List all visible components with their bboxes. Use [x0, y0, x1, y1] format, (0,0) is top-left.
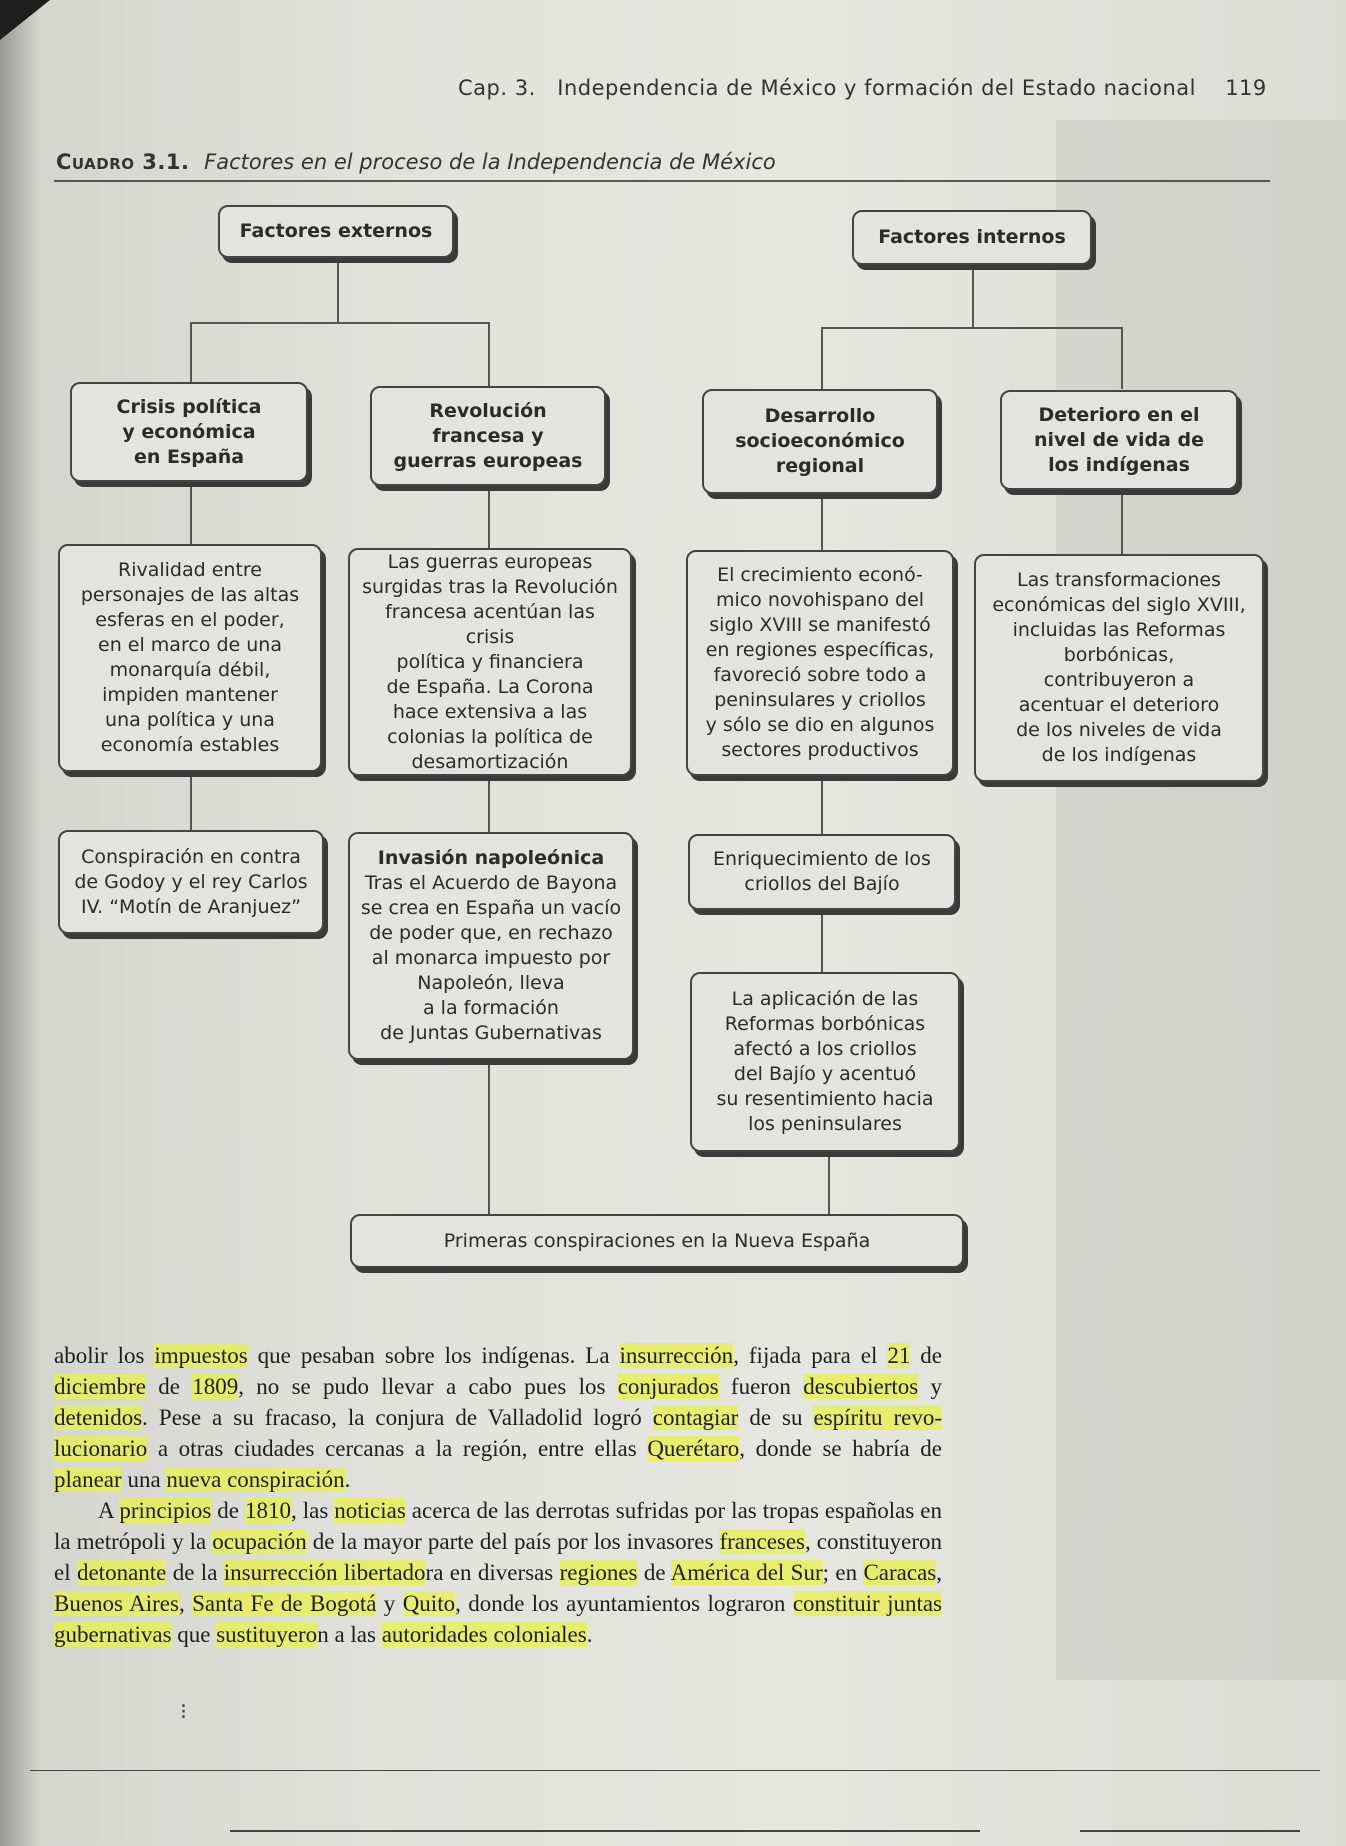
deterioro-label: Deterioro en el nivel de vida de los indígenas: [1034, 403, 1204, 476]
text-run: ; en: [822, 1560, 864, 1585]
text-run: fueron: [718, 1374, 804, 1399]
connector: [828, 1152, 830, 1214]
guerras-text: Las guerras europeas surgidas tras la Revolución francesa acentúan las crisis política y financiera de España. La Corona hace extensiva a las colonias la política de desamortización: [362, 550, 618, 773]
rivalidad-box: [58, 544, 322, 772]
aplicacion-text: La aplicación de las Reformas borbónicas afectó a los criollos del Bajío y acentuó su resentimiento hacia los peninsulares: [716, 988, 934, 1135]
connector: [1121, 490, 1123, 554]
highlighted-text: nueva conspiración: [166, 1467, 345, 1492]
internal-factors-label: Factores internos: [878, 226, 1066, 248]
highlighted-text: contagiar: [652, 1405, 739, 1430]
text-run: ,: [936, 1560, 942, 1585]
running-head: [458, 76, 1267, 100]
figure-label: Cuadro 3.1.: [56, 150, 190, 174]
highlighted-text: Caracas: [863, 1560, 937, 1585]
text-run: de: [211, 1498, 245, 1523]
bleed-through-area: [1056, 120, 1346, 1680]
crecimiento-text: El crecimiento econó- mico novohispano del siglo XVIII se manifestó en regiones específicas, favoreció sobre todo a peninsulares y criollos y sólo se dio en algunos sectores productivos: [705, 564, 935, 761]
revolucion-label: Revolución francesa y guerras europeas: [393, 399, 583, 472]
primeras-box: [350, 1214, 964, 1268]
connector: [821, 327, 1123, 329]
desarrollo-label: Desarrollo socioeconómico regional: [735, 405, 905, 477]
text-run: abolir los: [54, 1343, 155, 1368]
text-run: .: [586, 1622, 593, 1647]
text-run: acerca de las derrotas sufridas por las tropas españolas en la metrópoli y la: [54, 1498, 942, 1554]
text-run: , no se pudo llevar a cabo pues los: [238, 1374, 618, 1399]
bottom-rule: [230, 1830, 980, 1832]
connector: [821, 910, 823, 972]
bottom-rule: [30, 1770, 1320, 1771]
connector: [190, 322, 490, 324]
revolucion-box: [370, 386, 606, 486]
connector: [190, 482, 192, 544]
highlighted-text: insurrección libertado: [223, 1560, 426, 1585]
crecimiento-box: [686, 550, 954, 776]
crisis-label: Crisis política y económica en España: [116, 395, 262, 468]
highlighted-text: autoridades coloniales: [381, 1622, 587, 1647]
highlighted-text: franceses: [719, 1529, 806, 1554]
text-run: A: [98, 1498, 120, 1523]
text-run: que pesaban sobre los indígenas. La: [247, 1343, 620, 1368]
highlighted-text: regiones: [559, 1560, 638, 1585]
conspiracion-text: Conspiración en contra de Godoy y el rey Carlos IV. “Motín de Aranjuez”: [74, 845, 308, 918]
text-run: . Pese a su fracaso, la conjura de Valladolid logró: [142, 1405, 653, 1430]
text-run: , donde los ayuntamientos lograron: [455, 1591, 793, 1616]
text-run: , las: [291, 1498, 335, 1523]
highlighted-text: sustituyero: [216, 1622, 318, 1647]
text-run: .: [344, 1467, 351, 1492]
text-run: n a las: [317, 1622, 382, 1647]
text-run: de la: [166, 1560, 224, 1585]
text-run: de: [145, 1374, 193, 1399]
highlighted-text: ocupación: [212, 1529, 307, 1554]
connector: [337, 258, 339, 322]
external-factors-box: [218, 205, 454, 258]
highlighted-text: Quito: [402, 1591, 456, 1616]
connector: [190, 772, 192, 830]
connector: [488, 1060, 490, 1214]
text-run: que: [171, 1622, 217, 1647]
text-run: una: [121, 1467, 167, 1492]
transformaciones-text: Las transformaciones económicas del siglo XVIII, incluidas las Reformas borbónicas, contribuyeron a acentuar el deterioro de los niveles de vida de los indígenas: [992, 569, 1246, 766]
page-number: 119: [1225, 76, 1267, 100]
enriquecimiento-text: Enriquecimiento de los criollos del Bajío: [713, 848, 931, 895]
enriquecimiento-box: [688, 834, 956, 910]
highlighted-text: 1810: [245, 1498, 291, 1523]
binding-shadow: [0, 0, 40, 1846]
crisis-box: [70, 382, 308, 482]
highlighted-text: detenidos: [54, 1405, 143, 1430]
internal-factors-box: [852, 210, 1092, 265]
bottom-rule: [1080, 1830, 1300, 1832]
connector: [821, 327, 823, 389]
highlighted-text: insurrección: [619, 1343, 734, 1368]
highlighted-text: planear: [54, 1467, 122, 1492]
invasion-title: Invasión napoleónica: [377, 847, 605, 869]
text-run: y: [376, 1591, 403, 1616]
connector: [190, 322, 192, 382]
rivalidad-text: Rivalidad entre personajes de las altas esferas en el poder, en el marco de una monarquía débil, impiden mantener una política y una economía estables: [80, 559, 300, 756]
connector: [972, 265, 974, 327]
highlighted-text: Querétaro: [647, 1436, 740, 1461]
connector: [821, 776, 823, 834]
transformaciones-box: [974, 554, 1264, 782]
highlighted-text: América del Sur: [670, 1560, 823, 1585]
text-run: de: [910, 1343, 942, 1368]
invasion-text: Tras el Acuerdo de Bayona se crea en España un vacío de poder que, en rechazo al monarca impuesto por Napoleón, lleva a la formación de Juntas Gubernativas: [360, 872, 622, 1044]
text-run: , constituyeron el: [54, 1529, 942, 1585]
body-text: [54, 1340, 942, 1650]
primeras-text: Primeras conspiraciones en la Nueva España: [443, 1229, 871, 1252]
figure-title: Factores en el proceso de la Independencia de México: [204, 150, 776, 174]
connector: [1121, 327, 1123, 389]
highlighted-text: 1809: [192, 1374, 239, 1399]
highlighted-text: descubiertos: [803, 1374, 919, 1399]
conspiracion-box: [58, 830, 324, 934]
text-run: de su: [738, 1405, 814, 1430]
text-run: ra en diversas: [425, 1560, 560, 1585]
aplicacion-box: [690, 972, 960, 1152]
invasion-box: [348, 832, 634, 1060]
highlighted-text: conjurados: [617, 1374, 719, 1399]
highlighted-text: diciembre: [54, 1374, 146, 1399]
highlighted-text: detonante: [76, 1560, 167, 1585]
running-head-text: Cap. 3. Independencia de México y formación del Estado nacional: [458, 76, 1196, 100]
guerras-box: [348, 548, 632, 776]
external-factors-label: Factores externos: [239, 220, 433, 242]
text-run: , fijada para el: [733, 1343, 888, 1368]
text-run: a otras ciudades cercanas a la región, entre ellas: [147, 1436, 648, 1461]
highlighted-text: Buenos Aires: [54, 1591, 179, 1616]
page-corner: [0, 0, 50, 40]
desarrollo-box: [702, 389, 938, 494]
text-run: ,: [178, 1591, 193, 1616]
paragraph-1: [54, 1340, 942, 1495]
connector: [821, 494, 823, 550]
highlighted-text: Santa Fe de Bogotá: [192, 1591, 377, 1616]
highlighted-text: espíritu revo-lucionario: [54, 1405, 942, 1461]
text-run: , donde se habría de: [739, 1436, 942, 1461]
text-run: y: [918, 1374, 942, 1399]
highlighted-text: noticias: [334, 1498, 406, 1523]
deterioro-box: [1000, 390, 1238, 490]
text-run: de la mayor parte del país por los invasores: [306, 1529, 720, 1554]
paragraph-2: [54, 1495, 942, 1650]
highlighted-text: impuestos: [154, 1343, 248, 1368]
highlighted-text: 21: [887, 1343, 911, 1368]
text-run: de: [637, 1560, 671, 1585]
connector: [488, 486, 490, 548]
highlighted-text: principios: [119, 1498, 212, 1523]
connector: [488, 322, 490, 386]
highlighted-text: constituir juntas gubernativas: [54, 1591, 943, 1647]
connector: [488, 776, 490, 832]
caption-rule: [54, 180, 1270, 182]
figure-caption: [56, 150, 776, 174]
pen-mark: ⁝: [180, 1700, 187, 1725]
